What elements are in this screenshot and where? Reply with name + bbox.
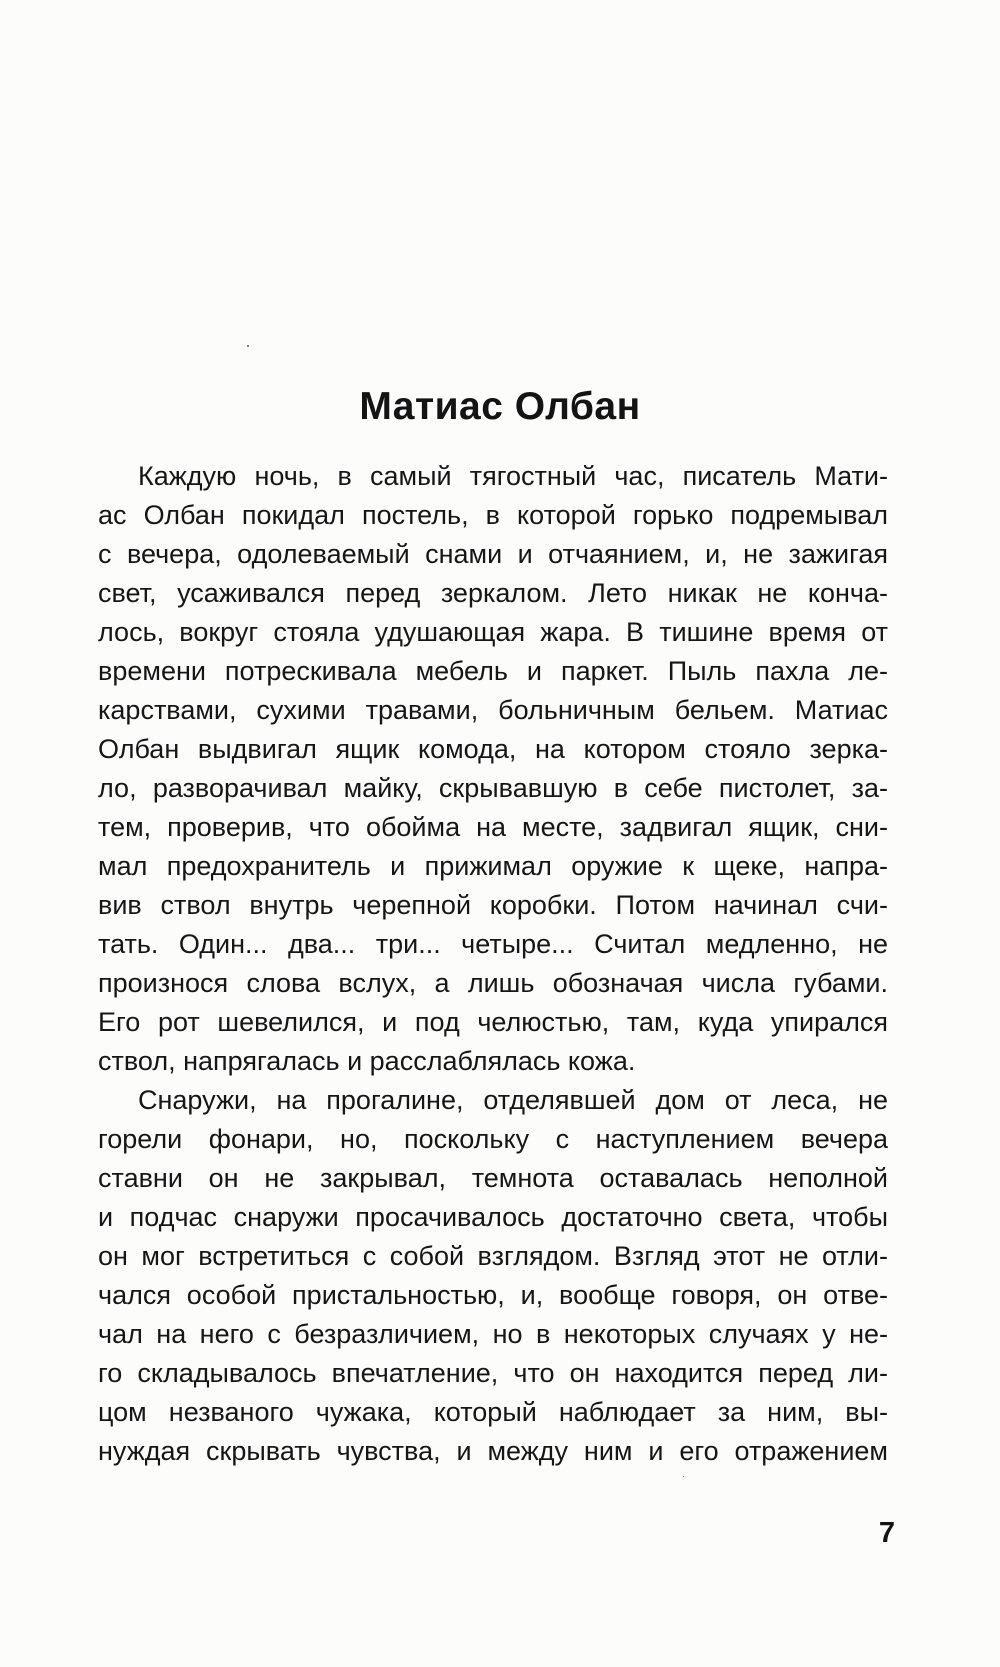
text-line: тать. Один... два... три... четыре... Считал медленно, не <box>98 929 888 959</box>
text-line: времени потрескивала мебель и паркет. Пыль пахла ле- <box>98 656 888 686</box>
text-line: вив ствол внутрь черепной коробки. Потом начинал счи- <box>98 890 888 920</box>
print-speck <box>683 1476 684 1477</box>
text-line: карствами, сухими травами, больничным бельем. Матиас <box>98 695 888 725</box>
page-number: 7 <box>878 1517 895 1549</box>
text-line: ствол, напрягалась и расслаблялась кожа. <box>98 1046 636 1076</box>
text-line: цом незваного чужака, который наблюдает за ним, вы- <box>98 1397 888 1427</box>
text-line: лось, вокруг стояла удушающая жара. В тишине время от <box>98 617 888 647</box>
text-line: ло, разворачивал майку, скрывавшую в себе пистолет, за- <box>98 773 888 803</box>
text-line: с вечера, одолеваемый снами и отчаянием, и, не зажигая <box>98 539 888 569</box>
text-line: и подчас снаружи просачивалось достаточно света, чтобы <box>98 1202 888 1232</box>
text-line: свет, усаживался перед зеркалом. Лето никак не конча- <box>98 578 888 608</box>
text-line: чал на него с безразличием, но в некоторых случаях у не- <box>98 1319 888 1349</box>
text-line: произнося слова вслух, а лишь обозначая числа губами. <box>98 968 888 998</box>
text-line: мал предохранитель и прижимал оружие к щеке, напра- <box>98 851 888 881</box>
text-line: Каждую ночь, в самый тягостный час, писатель Мати- <box>138 461 888 491</box>
text-line: го складывалось впечатление, что он находится перед ли- <box>98 1358 888 1388</box>
text-line: горели фонари, но, поскольку с наступлением вечера <box>98 1124 888 1154</box>
text-line: нуждая скрывать чувства, и между ним и его отражением <box>98 1436 888 1466</box>
body-text <box>98 457 888 1471</box>
print-speck <box>247 345 249 347</box>
text-line: чался особой пристальностью, и, вообще говоря, он отве- <box>98 1280 888 1310</box>
text-line: Снаружи, на прогалине, отделявшей дом от леса, не <box>138 1085 888 1115</box>
chapter-title: Матиас Олбан <box>359 385 641 428</box>
text-line: Его рот шевелился, и под челюстью, там, куда упирался <box>98 1007 888 1037</box>
text-line: он мог встретиться с собой взглядом. Взгляд этот не отли- <box>98 1241 888 1271</box>
text-line: ас Олбан покидал постель, в которой горько подремывал <box>98 500 888 530</box>
text-line: тем, проверив, что обойма на месте, задвигал ящик, сни- <box>98 812 888 842</box>
text-line: Олбан выдвигал ящик комода, на котором стояло зерка- <box>98 734 888 764</box>
text-line: ставни он не закрывал, темнота оставалась неполной <box>98 1163 888 1193</box>
